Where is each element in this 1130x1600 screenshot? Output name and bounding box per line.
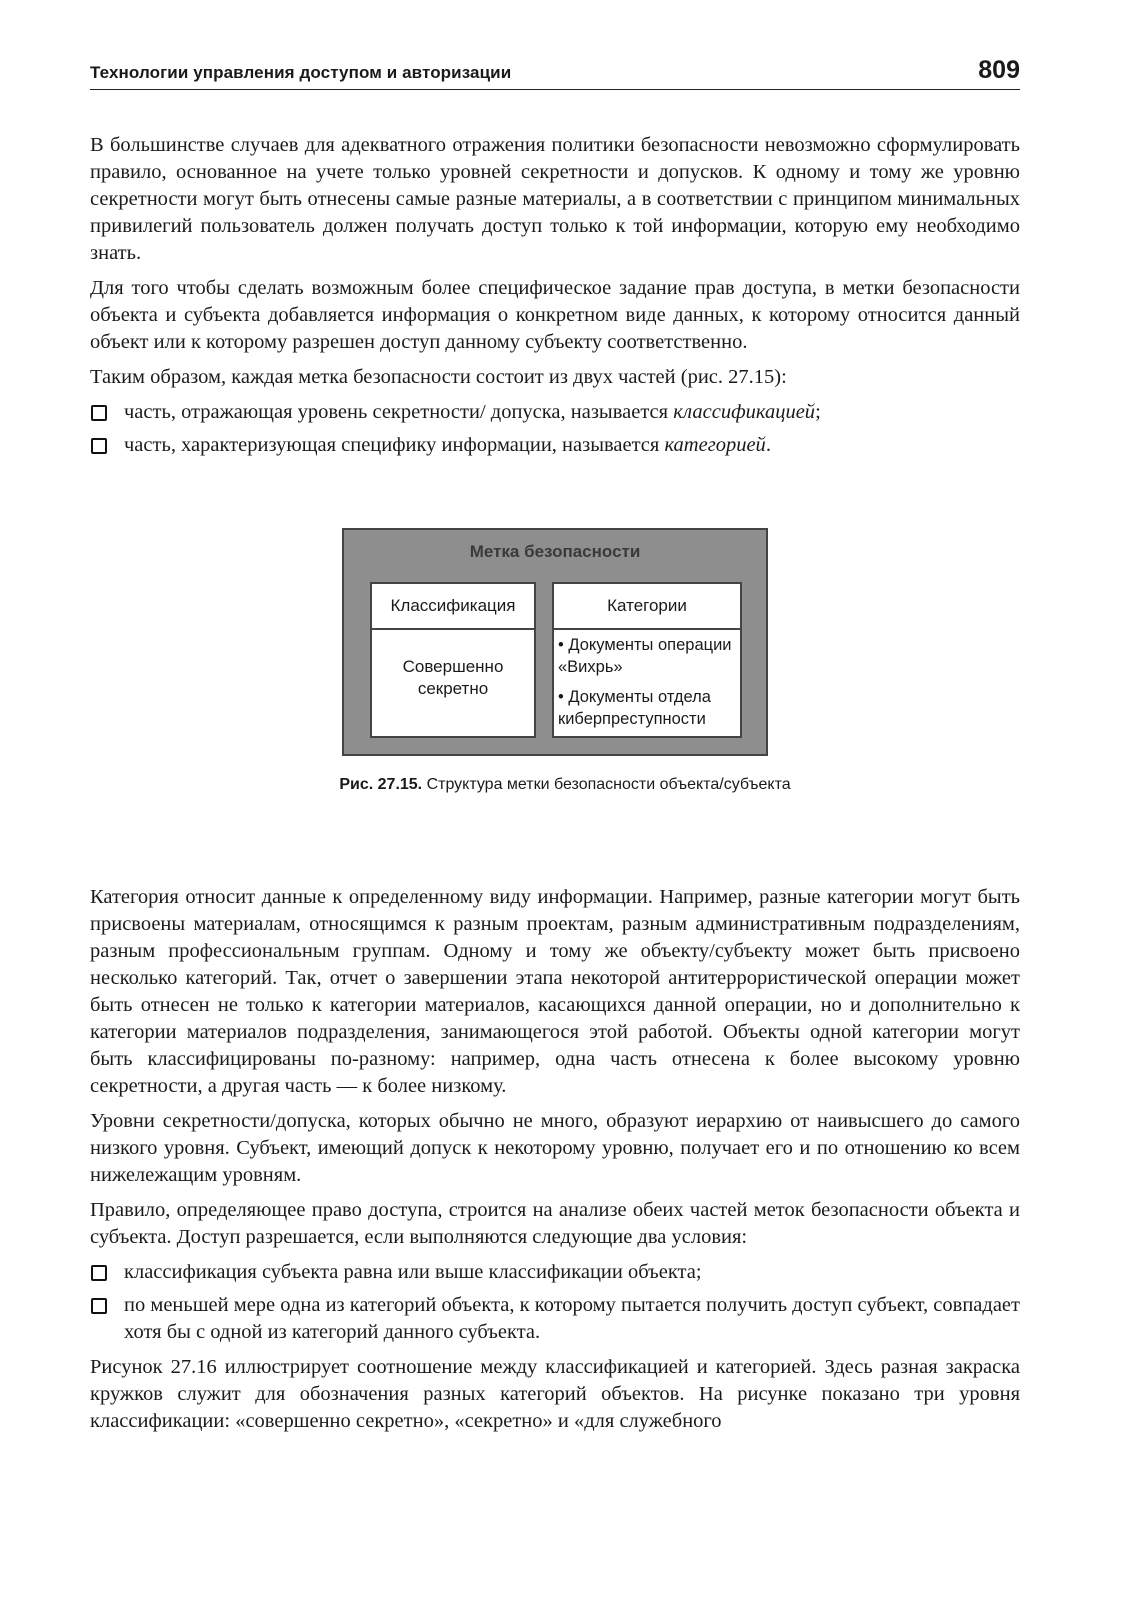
classification-header: Классификация	[372, 584, 534, 630]
paragraph-7: Рисунок 27.16 иллюстрирует соотношение между классификацией и категорией. Здесь разная закраска кружков служит для обозначения разных категорий объектов. На рисунке показано три уровня классификации: «совершенно секретно», «секретно» и «для служебного	[90, 1356, 1020, 1432]
running-header	[90, 58, 1020, 90]
list-item	[90, 1259, 1020, 1286]
classification-value-line: Совершенно	[402, 657, 504, 676]
list-item-text: часть, отражающая уровень секретности/ допуска, называется	[124, 401, 674, 423]
category-item: • Документы операции «Вихрь»	[558, 636, 732, 676]
checkbox-bullet-icon	[91, 405, 107, 421]
list-item-end: ;	[815, 401, 821, 423]
categories-header: Категории	[554, 584, 740, 630]
list-item	[90, 1292, 1020, 1346]
paragraph-3: Таким образом, каждая метка безопасности состоит из двух частей (рис. 27.15):	[90, 366, 787, 388]
term-classification: классификацией	[673, 401, 816, 423]
page-number: 809	[978, 56, 1020, 84]
classification-box	[370, 582, 536, 738]
checkbox-bullet-icon	[91, 1265, 107, 1281]
categories-list	[558, 634, 738, 738]
security-label-figure	[342, 528, 768, 756]
figure-caption-text: Структура метки безопасности объекта/субъекта	[422, 776, 791, 793]
category-item: • Документы отдела киберпреступности	[558, 688, 711, 728]
checkbox-bullet-icon	[91, 1298, 107, 1314]
checkbox-bullet-icon	[91, 438, 107, 454]
classification-value-line: секретно	[417, 679, 489, 698]
list-item	[90, 432, 1020, 459]
categories-box	[552, 582, 742, 738]
list-item-text: по меньшей мере одна из категорий объекта, к которому пытается получить доступ субъект, совпадает хотя бы с одной из категорий данного субъекта.	[124, 1294, 1020, 1343]
term-category: категорией	[664, 434, 766, 456]
lower-text	[90, 884, 1020, 1443]
figure-caption	[0, 776, 1130, 794]
list-item-text: классификация субъекта равна или выше классификации объекта;	[124, 1261, 702, 1283]
paragraph-6: Правило, определяющее право доступа, строится на анализе обеих частей меток безопасности объекта и субъекта. Доступ разрешается, если выполняются следующие два условия:	[90, 1199, 1020, 1248]
classification-value	[372, 656, 534, 700]
list-item-end: .	[765, 434, 771, 456]
figure-title: Метка безопасности	[469, 542, 641, 561]
paragraph-4: Категория относит данные к определенному виду информации. Например, разные категории могут быть присвоены материалам, относящимся к разным проектам, разным административным подразделениям, разным профессиональным группам. Одному и тому же объекту/субъекту может быть присвоено несколько категорий. Так, отчет о завершении этапа некоторой антитеррористической операции может быть отнесен не только к категории материалов, касающихся данной операции, но и дополнительно к категории материалов подразделения, занимающегося этой работой. Объекты одной категории могут быть классифицированы по-разному: например, одна часть отнесена к более высокому уровню секретности, а другая часть — к более низкому.	[90, 886, 1020, 1097]
list-item-text: часть, характеризующая специфику информации, называется	[124, 434, 665, 456]
label-parts-list	[90, 399, 1020, 459]
chapter-title: Технологии управления доступом и авторизации	[90, 63, 512, 82]
paragraph-1: В большинстве случаев для адекватного отражения политики безопасности невозможно сформулировать правило, основанное на учете только уровней секретности и допусков. К одному и тому же уровню секретности могут быть отнесены самые разные материалы, а в соответствии с принципом минимальных привилегий пользователь должен получать доступ только к той информации, которую ему необходимо знать.	[90, 134, 1020, 264]
figure-caption-label: Рис. 27.15.	[339, 776, 423, 793]
paragraph-5: Уровни секретности/допуска, которых обычно не много, образуют иерархию от наивысшего до самого низкого уровня. Субъект, имеющий допуск к некоторому уровню, получает его и по отношению ко всем нижележащим уровням.	[90, 1110, 1020, 1186]
paragraph-2: Для того чтобы сделать возможным более специфическое задание прав доступа, в метки безопасности объекта и субъекта добавляется информация о конкретном виде данных, к которому относится данный объект или к которому разрешен доступ данному субъекту соответственно.	[90, 277, 1020, 353]
access-conditions-list	[90, 1259, 1020, 1346]
list-item	[90, 399, 1020, 426]
